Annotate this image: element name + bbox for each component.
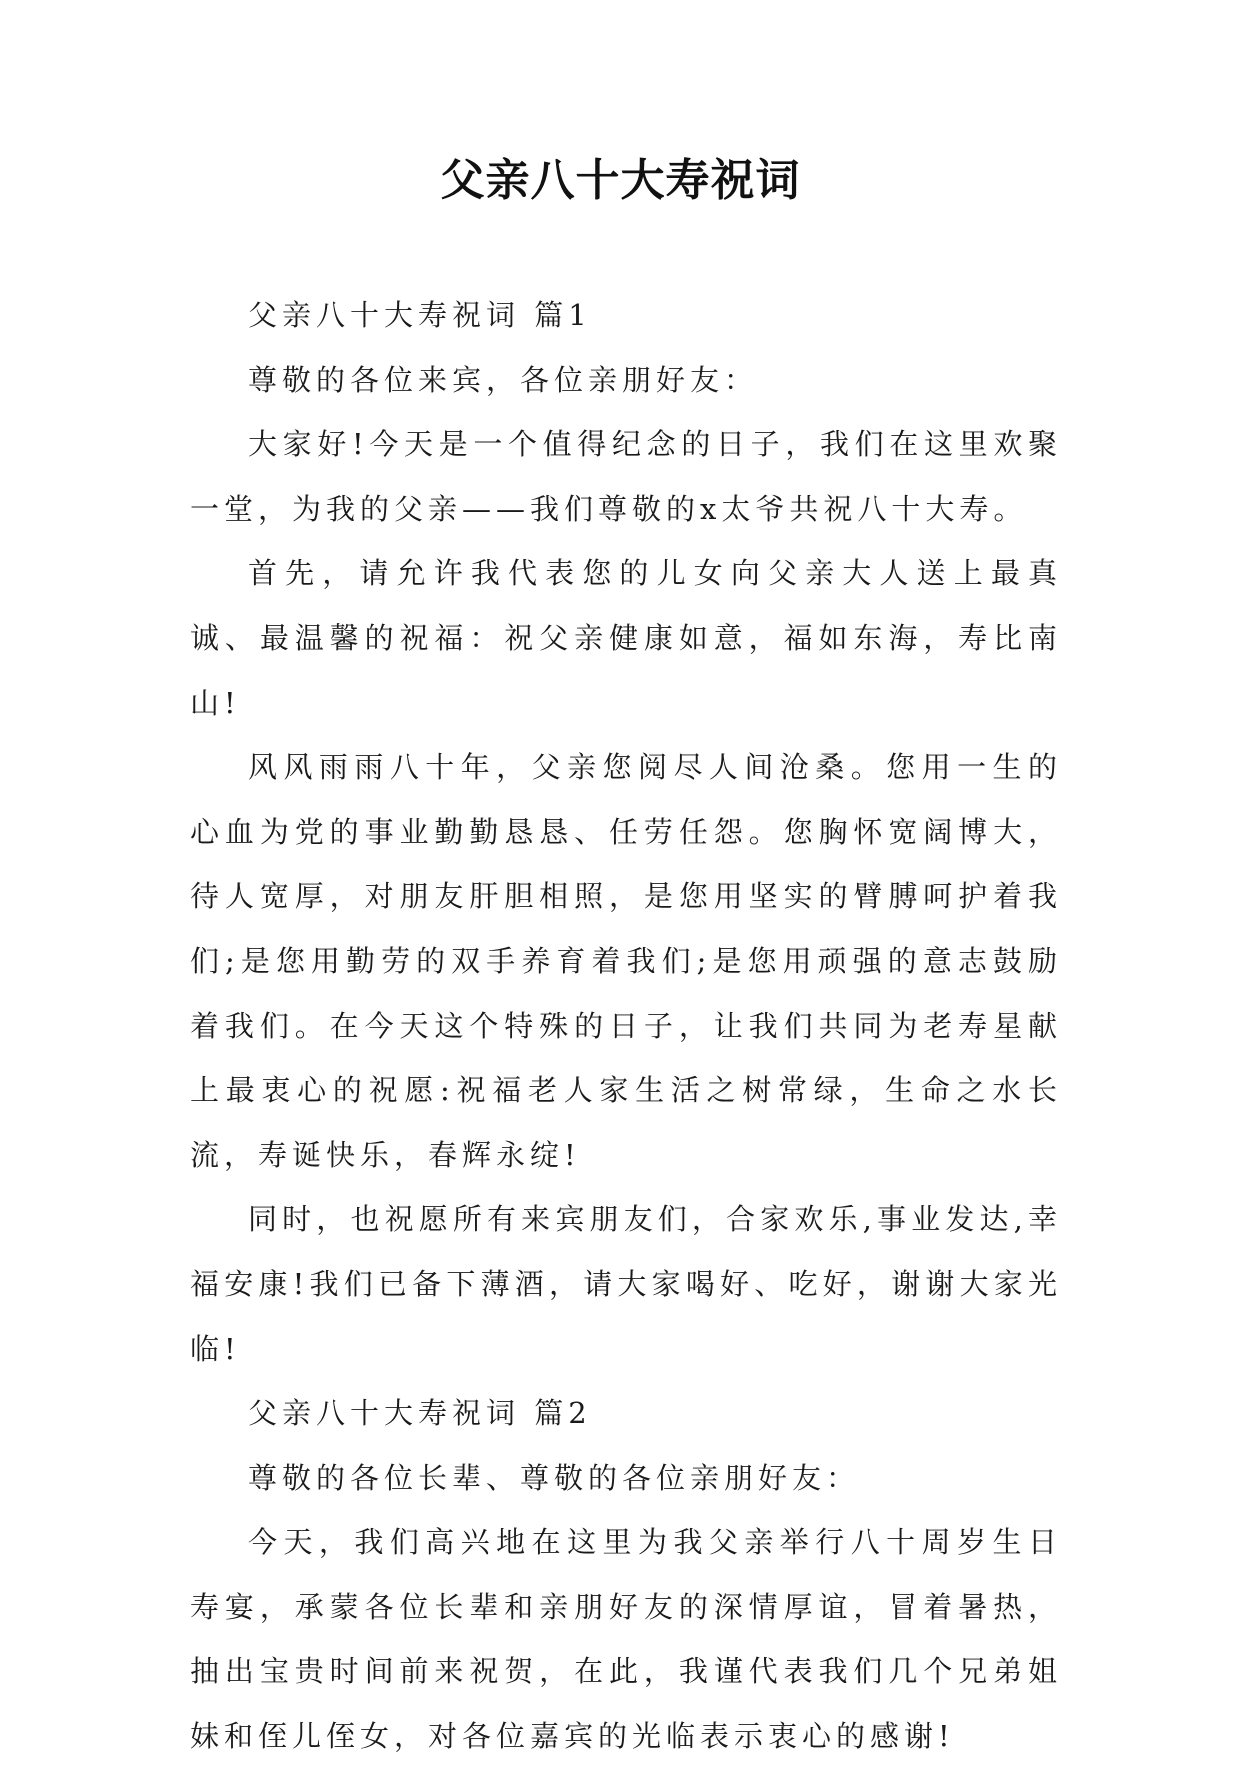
paragraph: 首先，请允许我代表您的儿女向父亲大人送上最真诚、最温馨的祝福：祝父亲健康如意，福如东海，寿比南山! (190, 556, 1062, 720)
paragraph: 同时，也祝愿所有来宾朋友们，合家欢乐,事业发达,幸福安康!我们已备下薄酒，请大家喝好、吃好，谢谢大家光临! (190, 1202, 1062, 1366)
paragraph: 大家好!今天是一个值得纪念的日子，我们在这里欢聚一堂，为我的父亲——我们尊敬的x太爷共祝八十大寿。 (190, 427, 1062, 526)
section-heading-2: 父亲八十大寿祝词 篇2 (248, 1396, 592, 1431)
salutation-1: 尊敬的各位来宾，各位亲朋好友： (248, 362, 759, 397)
section-heading-1: 父亲八十大寿祝词 篇1 (248, 298, 592, 332)
document-body (190, 283, 1062, 1769)
document-title: 父亲八十大寿祝词 (440, 155, 801, 206)
paragraph: 今天，我们高兴地在这里为我父亲举行八十周岁生日寿宴，承蒙各位长辈和亲朋好友的深情厚谊，冒着暑热，抽出宝贵时间前来祝贺，在此，我谨代表我们几个兄弟姐妹和侄儿侄女，对各位嘉宾的光临表示衷心的感谢! (190, 1525, 1062, 1754)
paragraph: 风风雨雨八十年，父亲您阅尽人间沧桑。您用一生的心血为党的事业勤勤恳恳、任劳任怨。您胸怀宽阔博大，待人宽厚，对朋友肝胆相照，是您用坚实的臂膊呵护着我们;是您用勤劳的双手养育着我们;是您用顽强的意志鼓励着我们。在今天这个特殊的日子，让我们共同为老寿星献上最衷心的祝愿:祝福老人家生活之树常绿，生命之水长流，寿诞快乐，春辉永绽! (190, 750, 1062, 1172)
salutation-2: 尊敬的各位长辈、尊敬的各位亲朋好友： (248, 1460, 861, 1495)
